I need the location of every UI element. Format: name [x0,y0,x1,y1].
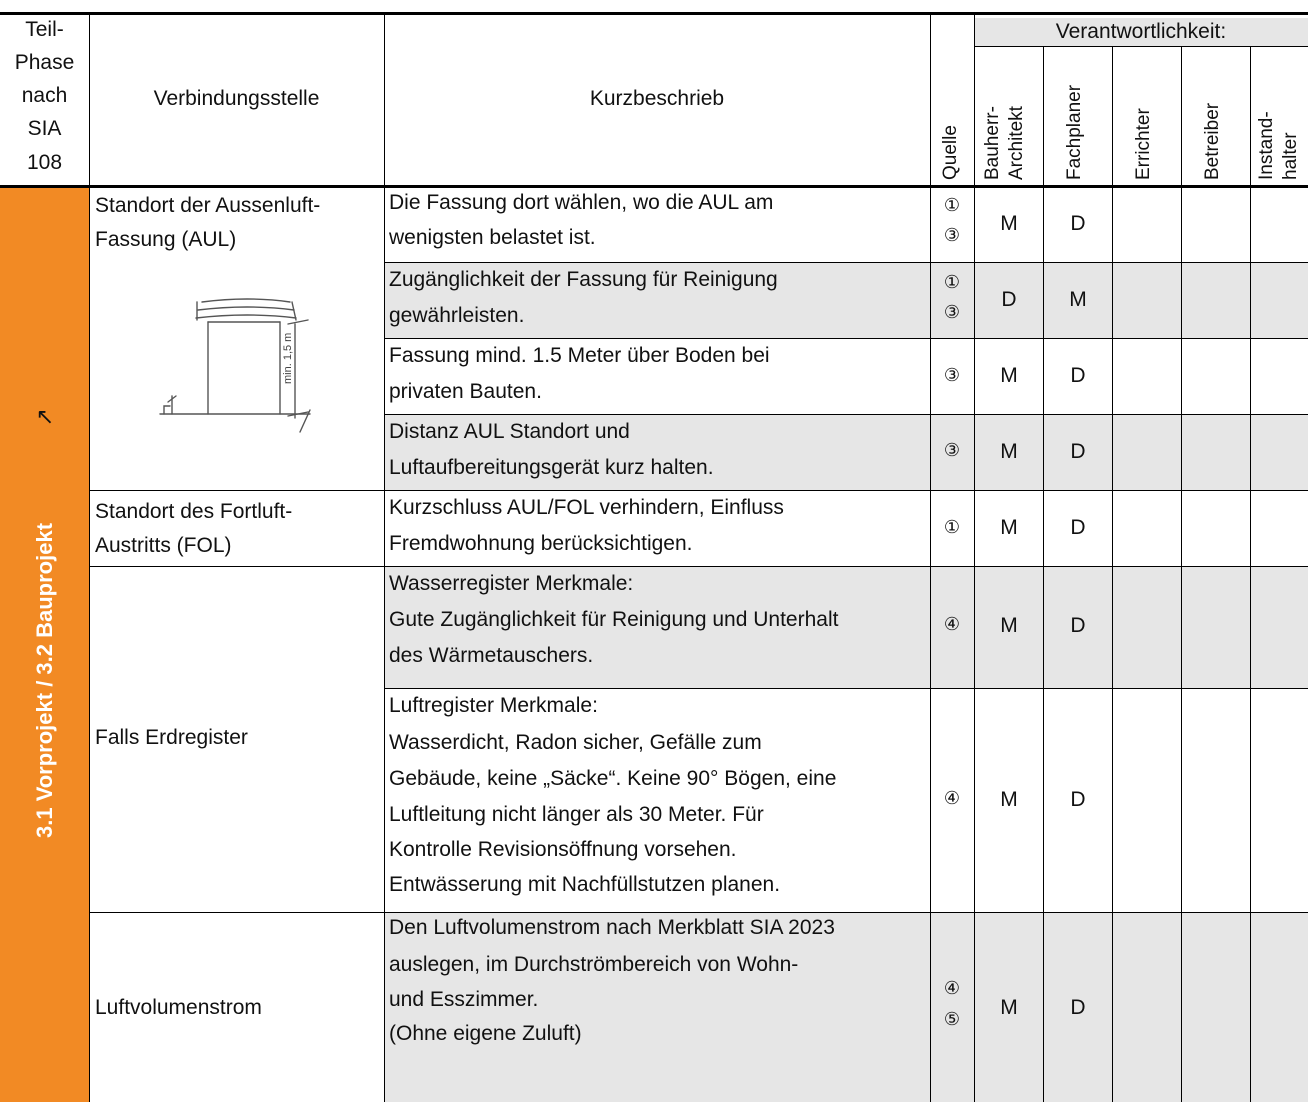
header-role-instand-1: Instand- [1256,111,1277,180]
row-6-quelle-1: ④ [943,614,961,634]
header-kurzbeschrieb: Kurzbeschrieb [589,87,725,110]
header-phase-line-3: nach [21,84,68,107]
row-2-bauherr: D [1001,288,1017,311]
row-6-fachplaner: D [1070,614,1086,637]
row-5-bauherr: M [1000,516,1018,539]
header-phase-line-1: Teil- [25,18,64,41]
row-4-fachplaner: D [1070,440,1086,463]
row-1-stelle-line-1: Standort der Aussenluft- [95,194,321,217]
row-4-desc-line-2: Luftaufbereitungsgerät kurz halten. [389,456,714,479]
header-role-fachplaner: Fachplaner [1064,84,1085,180]
row-8-desc-line-2: auslegen, im Durchströmbereich von Wohn- [389,953,799,976]
row-4-quelle-1: ③ [943,440,961,460]
row-5-stelle-line-2: Austritts (FOL) [95,534,232,557]
row-5-desc-line-1: Kurzschluss AUL/FOL verhindern, Einfluss [389,496,784,519]
row-3-fachplaner: D [1070,364,1086,387]
header-role-betreiber: Betreiber [1202,102,1223,180]
phase-label: 3.1 Vorprojekt / 3.2 Bauprojekt [32,522,57,838]
row-7-fachplaner: D [1070,788,1086,811]
row-5-stelle-line-1: Standort des Fortluft- [95,500,293,523]
header-phase-line-5: 108 [26,151,63,174]
row-1-desc-line-1: Die Fassung dort wählen, wo die AUL am [389,191,774,214]
row-5-fachplaner: D [1070,516,1086,539]
header-phase-line-2: Phase [14,51,75,74]
row-1-fachplaner: D [1070,212,1086,235]
row-7-desc-line-1: Luftregister Merkmale: [389,694,598,717]
row-6-bauherr: M [1000,614,1018,637]
row-7-bauherr: M [1000,788,1018,811]
row-6-desc-line-1: Wasserregister Merkmale: [389,572,634,595]
row-2-quelle-2: ③ [943,302,961,322]
row-7-desc-line-4: Luftleitung nicht länger als 30 Meter. Für [389,803,764,826]
header-verbindungsstelle: Verbindungsstelle [153,87,320,110]
row-3-quelle-1: ③ [943,365,961,385]
row-8-quelle-1: ④ [943,978,961,998]
row-5-desc-line-2: Fremdwohnung berücksichtigen. [389,532,693,555]
row-2-quelle-1: ① [943,272,961,292]
header-quelle: Quelle [940,125,961,180]
row-2-fachplaner: M [1069,288,1087,311]
row-8-desc-line-4: (Ohne eigene Zuluft) [389,1022,582,1045]
phase-arrow: ↖ [35,404,55,429]
header-role-bauherr-2: Architekt [1006,106,1027,180]
header-role-errichter: Errichter [1133,108,1154,180]
row-1-stelle-line-2: Fassung (AUL) [95,228,237,251]
row-7-desc-line-6: Entwässerung mit Nachfüllstutzen planen. [389,873,781,896]
row-7-desc-line-2: Wasserdicht, Radon sicher, Gefälle zum [389,731,762,754]
row-7-desc-line-5: Kontrolle Revisionsöffnung vorsehen. [389,838,737,861]
header-verantwortlichkeit: Verantwortlichkeit: [1055,20,1227,43]
row-6-desc-line-2: Gute Zugänglichkeit für Reinigung und Unterhalt [389,608,839,631]
row-4-bauherr: M [1000,440,1018,463]
row-2-desc-line-1: Zugänglichkeit der Fassung für Reinigung [389,268,778,291]
row-4-desc-line-1: Distanz AUL Standort und [389,420,630,443]
row-2-desc-line-2: gewährleisten. [389,304,525,327]
row-6-desc-line-3: des Wärmetauschers. [389,644,594,667]
header-role-instand-2: halter [1280,132,1301,180]
header-role-bauherr-1: Bauherr- [982,106,1003,180]
row-1-quelle-2: ③ [943,225,961,245]
row-7-quelle-1: ④ [943,788,961,808]
row-5-quelle-1: ① [943,517,961,537]
row-1-quelle-1: ① [943,195,961,215]
row-3-desc-line-1: Fassung mind. 1.5 Meter über Boden bei [389,344,770,367]
row-8-stelle-line-1: Luftvolumenstrom [95,996,262,1019]
row-8-desc-line-1: Den Luftvolumenstrom nach Merkblatt SIA 2023 [389,916,835,939]
header-phase-line-4: SIA [27,117,62,140]
row-8-quelle-2: ⑤ [943,1009,961,1029]
row-3-desc-line-2: privaten Bauten. [389,380,542,403]
aul-sketch-image [150,292,330,442]
row-8-bauherr: M [1000,996,1018,1019]
row-1-bauherr: M [1000,212,1018,235]
row-8-fachplaner: D [1070,996,1086,1019]
row-3-bauherr: M [1000,364,1018,387]
row-8-desc-line-3: und Esszimmer. [389,988,539,1011]
row-7-stelle-line-1: Falls Erdregister [95,726,248,749]
row-7-desc-line-3: Gebäude, keine „Säcke“. Keine 90° Bögen, eine [389,767,837,790]
sketch-dimension-label: min. 1,5 m [282,332,294,384]
row-1-desc-line-2: wenigsten belastet ist. [389,226,596,249]
